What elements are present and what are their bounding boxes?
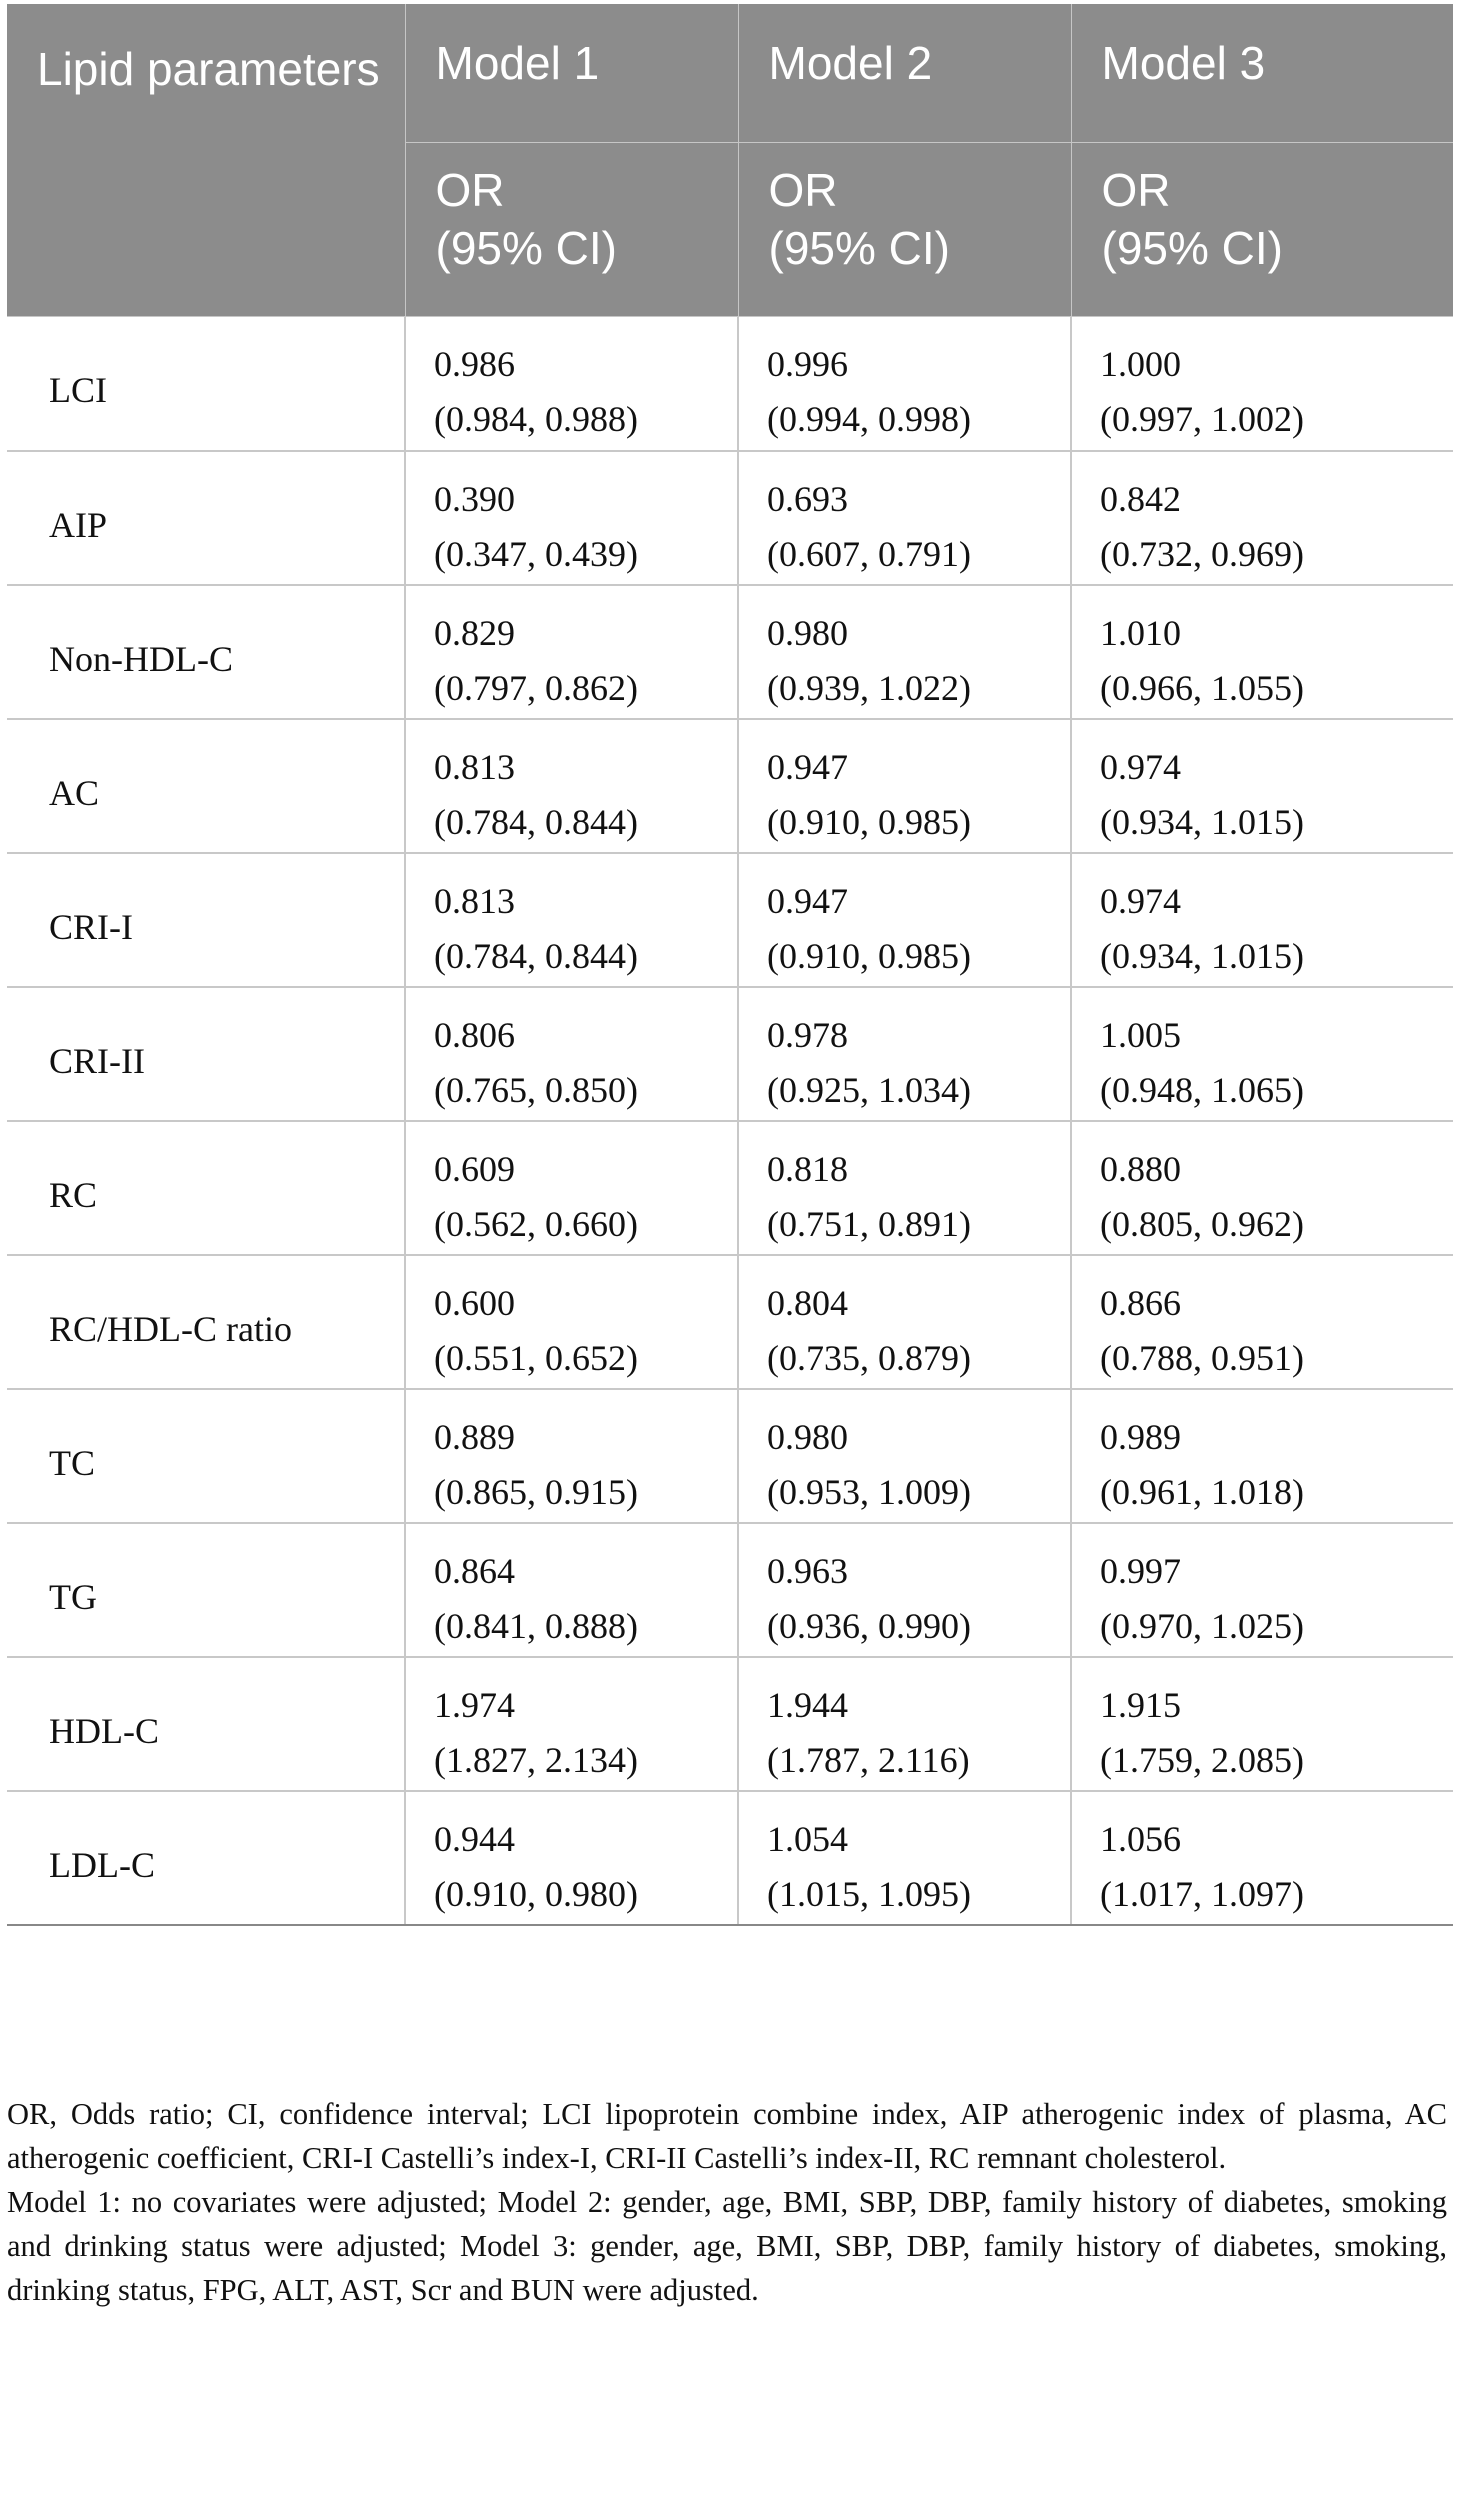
model-3-cell [1071,987,1453,1121]
model-3-cell [1071,451,1453,585]
confidence-interval-value: (0.936, 0.990) [767,1605,971,1646]
model-2-cell [738,987,1071,1121]
header-model-1: Model 1 [405,4,738,143]
table-row [7,1389,1453,1523]
confidence-interval-value: (0.966, 1.055) [1100,667,1304,708]
table-row [7,451,1453,585]
model-3-cell [1071,853,1453,987]
lipid-parameter-cell: Non-HDL-C [7,585,405,719]
odds-ratio-value: 0.804 [767,1282,848,1323]
odds-ratio-value: 0.600 [434,1282,515,1323]
lipid-or-table [7,4,1453,1926]
odds-ratio-value: 0.986 [434,344,515,384]
model-3-cell [1071,1657,1453,1791]
odds-ratio-value: 1.054 [767,1818,848,1859]
odds-ratio-value: 0.978 [767,1014,848,1055]
model-2-cell [738,719,1071,853]
model-2-cell [738,1389,1071,1523]
confidence-interval-value: (0.984, 0.988) [434,399,638,439]
model-2-cell [738,451,1071,585]
header-row-models [7,4,1453,143]
table-row [7,1255,1453,1389]
header-or-ci-2 [738,143,1071,317]
ci-label: (95% CI) [1101,222,1283,274]
odds-ratio-value: 0.947 [767,880,848,921]
or-label: OR [768,164,838,216]
confidence-interval-value: (0.841, 0.888) [434,1605,638,1646]
odds-ratio-value: 0.963 [767,1550,848,1591]
odds-ratio-value: 0.693 [767,478,848,519]
lipid-parameter-cell: CRI-I [7,853,405,987]
model-3-cell [1071,1255,1453,1389]
lipid-parameter-cell: TC [7,1389,405,1523]
confidence-interval-value: (0.910, 0.985) [767,801,971,842]
or-label: OR [435,164,505,216]
header-or-ci-3 [1071,143,1453,317]
table-row [7,719,1453,853]
odds-ratio-value: 0.390 [434,478,515,519]
odds-ratio-value: 1.000 [1100,344,1181,384]
confidence-interval-value: (0.788, 0.951) [1100,1337,1304,1378]
confidence-interval-value: (0.805, 0.962) [1100,1203,1304,1244]
odds-ratio-value: 0.980 [767,612,848,653]
odds-ratio-value: 1.005 [1100,1014,1181,1055]
header-model-2: Model 2 [738,4,1071,143]
table-header [7,4,1453,317]
odds-ratio-value: 0.996 [767,344,848,384]
confidence-interval-value: (0.910, 0.985) [767,935,971,976]
confidence-interval-value: (1.017, 1.097) [1100,1873,1304,1914]
odds-ratio-value: 0.609 [434,1148,515,1189]
odds-ratio-value: 0.866 [1100,1282,1181,1323]
table-row [7,1523,1453,1657]
odds-ratio-value: 0.997 [1100,1550,1181,1591]
confidence-interval-value: (0.970, 1.025) [1100,1605,1304,1646]
model-1-cell [405,1657,738,1791]
ci-label: (95% CI) [768,222,950,274]
model-1-cell [405,1255,738,1389]
model-2-cell [738,585,1071,719]
confidence-interval-value: (1.759, 2.085) [1100,1739,1304,1780]
confidence-interval-value: (0.953, 1.009) [767,1471,971,1512]
odds-ratio-value: 0.947 [767,746,848,787]
confidence-interval-value: (0.551, 0.652) [434,1337,638,1378]
odds-ratio-value: 0.974 [1100,746,1181,787]
confidence-interval-value: (0.865, 0.915) [434,1471,638,1512]
confidence-interval-value: (1.827, 2.134) [434,1739,638,1780]
confidence-interval-value: (0.925, 1.034) [767,1069,971,1110]
header-model-3: Model 3 [1071,4,1453,143]
lipid-parameter-cell: LDL-C [7,1791,405,1925]
model-3-cell [1071,1791,1453,1925]
header-or-ci-1 [405,143,738,317]
model-1-cell [405,1523,738,1657]
ci-label: (95% CI) [435,222,617,274]
odds-ratio-value: 1.010 [1100,612,1181,653]
model-2-cell [738,853,1071,987]
table-body [7,317,1453,1925]
confidence-interval-value: (0.347, 0.439) [434,533,638,574]
odds-ratio-value: 0.813 [434,880,515,921]
odds-ratio-value: 1.944 [767,1684,848,1725]
confidence-interval-value: (0.784, 0.844) [434,801,638,842]
model-1-cell [405,1121,738,1255]
lipid-parameter-cell: RC/HDL-C ratio [7,1255,405,1389]
model-3-cell [1071,1121,1453,1255]
model-2-cell [738,1255,1071,1389]
table-row [7,1657,1453,1791]
or-label: OR [1101,164,1171,216]
lipid-parameter-cell: HDL-C [7,1657,405,1791]
odds-ratio-value: 0.818 [767,1148,848,1189]
confidence-interval-value: (0.735, 0.879) [767,1337,971,1378]
confidence-interval-value: (1.015, 1.095) [767,1873,971,1914]
odds-ratio-value: 1.915 [1100,1684,1181,1725]
table-row [7,987,1453,1121]
odds-ratio-value: 0.980 [767,1416,848,1457]
confidence-interval-value: (0.797, 0.862) [434,667,638,708]
model-3-cell [1071,719,1453,853]
confidence-interval-value: (1.787, 2.116) [767,1739,970,1780]
odds-ratio-value: 1.974 [434,1684,515,1725]
lipid-parameter-cell: TG [7,1523,405,1657]
confidence-interval-value: (0.961, 1.018) [1100,1471,1304,1512]
header-lipid-parameters: Lipid parameters [7,4,405,317]
odds-ratio-value: 0.989 [1100,1416,1181,1457]
table-row [7,1791,1453,1925]
model-3-cell [1071,317,1453,451]
table-row [7,1121,1453,1255]
confidence-interval-value: (0.934, 1.015) [1100,935,1304,976]
lipid-parameter-cell: RC [7,1121,405,1255]
table-row [7,853,1453,987]
confidence-interval-value: (0.910, 0.980) [434,1873,638,1914]
odds-ratio-value: 0.880 [1100,1148,1181,1189]
confidence-interval-value: (0.562, 0.660) [434,1203,638,1244]
model-2-cell [738,1657,1071,1791]
odds-ratio-value: 0.842 [1100,478,1181,519]
table-row [7,317,1453,451]
confidence-interval-value: (0.784, 0.844) [434,935,638,976]
model-1-cell [405,719,738,853]
footnote-models: Model 1: no covariates were adjusted; Model 2: gender, age, BMI, SBP, DBP, family history of diabetes, smoking and drinking status were adjusted; Model 3: gender, age, BMI, SBP, DBP, family history of diabetes, smoking, drinking status, FPG, ALT, AST, Scr and BUN were adjusted. [7,2185,1447,2307]
odds-ratio-value: 0.806 [434,1014,515,1055]
table-row [7,585,1453,719]
model-1-cell [405,1791,738,1925]
model-3-cell [1071,1389,1453,1523]
model-2-cell [738,1523,1071,1657]
model-1-cell [405,585,738,719]
confidence-interval-value: (0.948, 1.065) [1100,1069,1304,1110]
confidence-interval-value: (0.994, 0.998) [767,399,971,439]
confidence-interval-value: (0.939, 1.022) [767,667,971,708]
confidence-interval-value: (0.934, 1.015) [1100,801,1304,842]
odds-ratio-value: 0.974 [1100,880,1181,921]
model-3-cell [1071,1523,1453,1657]
model-2-cell [738,317,1071,451]
confidence-interval-value: (0.607, 0.791) [767,533,971,574]
footnote-abbreviations: OR, Odds ratio; CI, confidence interval; LCI lipoprotein combine index, AIP atherogenic index of plasma, AC atherogenic coefficient, CRI-I Castelli’s index-I, CRI-II Castelli’s index-II, RC remnant cholesterol. [7,2097,1447,2175]
model-1-cell [405,317,738,451]
table-footnotes [7,2092,1447,2312]
confidence-interval-value: (0.751, 0.891) [767,1203,971,1244]
lipid-parameter-cell: AC [7,719,405,853]
model-1-cell [405,1389,738,1523]
model-2-cell [738,1791,1071,1925]
model-2-cell [738,1121,1071,1255]
model-1-cell [405,987,738,1121]
model-1-cell [405,853,738,987]
confidence-interval-value: (0.765, 0.850) [434,1069,638,1110]
odds-ratio-value: 1.056 [1100,1818,1181,1859]
model-1-cell [405,451,738,585]
odds-ratio-value: 0.944 [434,1818,515,1859]
lipid-parameter-cell: LCI [7,317,405,451]
lipid-parameter-cell: AIP [7,451,405,585]
model-3-cell [1071,585,1453,719]
odds-ratio-value: 0.813 [434,746,515,787]
confidence-interval-value: (0.732, 0.969) [1100,533,1304,574]
lipid-parameter-cell: CRI-II [7,987,405,1121]
odds-ratio-value: 0.864 [434,1550,515,1591]
confidence-interval-value: (0.997, 1.002) [1100,399,1304,439]
odds-ratio-value: 0.829 [434,612,515,653]
odds-ratio-value: 0.889 [434,1416,515,1457]
